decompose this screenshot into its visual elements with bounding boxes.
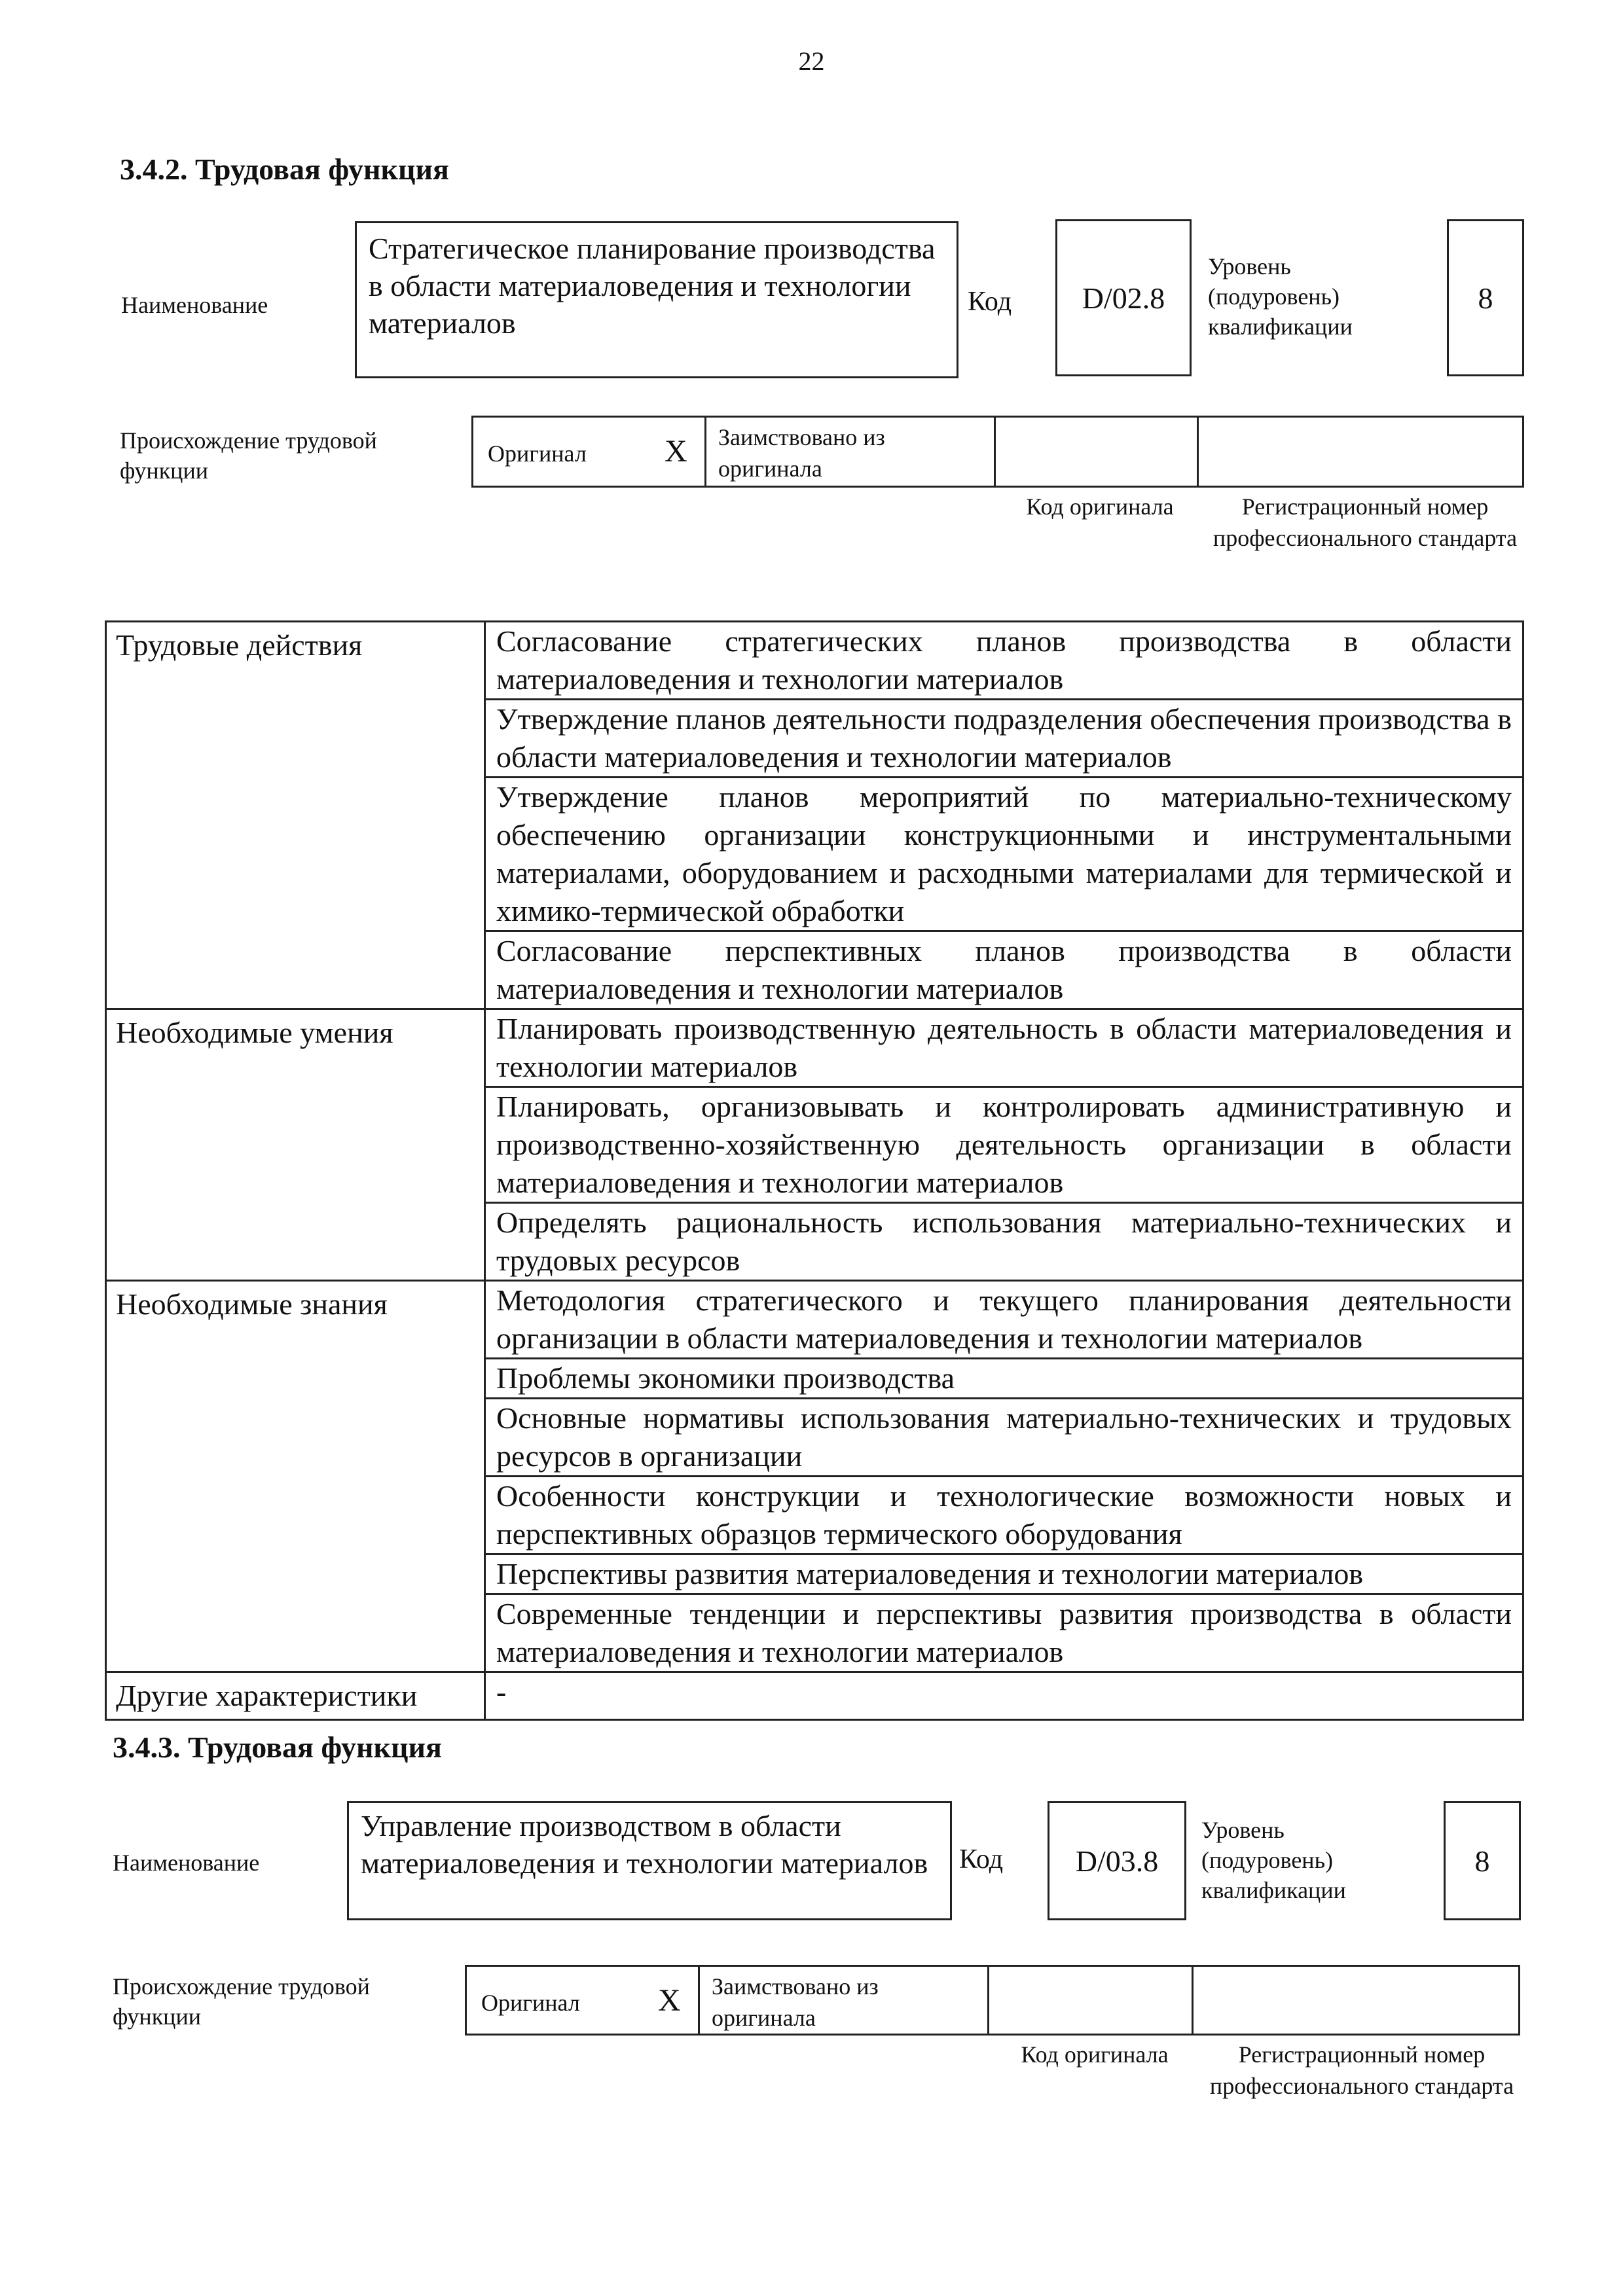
code-box-342: [1055, 219, 1192, 376]
level-label-342: Уровень (подуровень) квалификации: [1208, 253, 1353, 340]
function-name-342: Стратегическое планирование производства в области материаловедения и технологии материалов: [369, 232, 936, 340]
name-label-342: Наименование: [121, 292, 268, 318]
function-name-343: Управление производством в области материаловедения и технологии материалов: [361, 1809, 928, 1880]
table-row: [106, 622, 1523, 700]
function-code-342: D/02.8: [1082, 281, 1165, 315]
borrowed-label: Заимствовано из оригинала: [712, 1973, 879, 2031]
code-box-343: [1048, 1801, 1186, 1920]
borrowed-label: Заимствовано из оригинала: [718, 424, 885, 482]
reg-number-caption-343: Регистрационный номер профессионального стандарта: [1209, 2041, 1514, 2099]
knowledge-item: Проблемы экономики производства: [485, 1359, 1523, 1399]
knowledge-item: Современные тенденции и перспективы развития производства в области материаловедения и технологии материалов: [485, 1594, 1523, 1672]
original-code-caption-343: Код оригинала: [1021, 2041, 1169, 2068]
knowledge-label: Необходимые знания: [106, 1281, 485, 1672]
function-code-343: D/03.8: [1075, 1844, 1159, 1878]
knowledge-item: Перспективы развития материаловедения и технологии материалов: [485, 1554, 1523, 1594]
origin-label-342: Происхождение трудовой функции: [120, 427, 377, 484]
original-label: Оригинал: [488, 440, 587, 467]
page-number: 22: [798, 46, 825, 76]
function-name-box-342: [355, 221, 958, 378]
origin-code-cell: [996, 418, 1199, 486]
level-box-343: [1444, 1801, 1521, 1920]
section-title-343: 3.4.3. Трудовая функция: [113, 1731, 442, 1764]
knowledge-item: Основные нормативы использования материально-технических и трудовых ресурсов в организации: [485, 1399, 1523, 1477]
origin-borrowed-cell: [706, 418, 996, 486]
skill-item: Планировать производственную деятельность в области материаловедения и технологии материалов: [485, 1009, 1523, 1087]
action-item: Утверждение планов мероприятий по материально-техническому обеспечению организации конструкционными и инструментальными материалами, оборудованием и расходными материалами для термической и химико-термической обработки: [485, 778, 1523, 931]
code-label-342: Код: [968, 287, 1012, 317]
skill-item: Планировать, организовывать и контролировать административную и производственно-хозяйственную деятельность организации в области материаловедения и технологии материалов: [485, 1087, 1523, 1203]
original-x-mark: X: [658, 1983, 681, 2018]
origin-original-cell: [467, 1967, 700, 2034]
actions-label: Трудовые действия: [106, 622, 485, 1009]
skill-item: Определять рациональность использования материально-технических и трудовых ресурсов: [485, 1203, 1523, 1281]
table-row: [106, 1281, 1523, 1359]
name-label-343: Наименование: [113, 1850, 260, 1876]
action-item: Согласование перспективных планов производства в области материаловедения и технологии материалов: [485, 931, 1523, 1009]
action-item: Согласование стратегических планов производства в области материаловедения и технологии материалов: [485, 622, 1523, 700]
knowledge-item: Особенности конструкции и технологические возможности новых и перспективных образцов термического оборудования: [485, 1477, 1523, 1554]
origin-label-343: Происхождение трудовой функции: [113, 1973, 370, 2030]
knowledge-item: Методология стратегического и текущего планирования деятельности организации в области материаловедения и технологии материалов: [485, 1281, 1523, 1359]
labor-function-table-342: [105, 620, 1524, 1721]
other-label: Другие характеристики: [106, 1672, 485, 1720]
skills-label: Необходимые умения: [106, 1009, 485, 1281]
origin-reg-cell: [1194, 1967, 1518, 2034]
original-label: Оригинал: [481, 1990, 580, 2016]
origin-borrowed-cell: [700, 1967, 989, 2034]
table-row: [106, 1009, 1523, 1087]
code-label-343: Код: [959, 1844, 1004, 1874]
action-item: Утверждение планов деятельности подразделения обеспечения производства в области материаловедения и технологии материалов: [485, 700, 1523, 778]
origin-code-cell: [989, 1967, 1194, 2034]
reg-number-caption-342: Регистрационный номер профессионального стандарта: [1213, 493, 1518, 551]
level-box-342: [1447, 219, 1524, 376]
origin-table-342: [471, 416, 1524, 488]
function-level-342: 8: [1478, 281, 1493, 315]
table-row: [106, 1672, 1523, 1720]
function-name-box-343: [347, 1801, 952, 1920]
original-x-mark: X: [665, 434, 687, 469]
other-value: -: [485, 1672, 1523, 1720]
origin-table-343: [465, 1965, 1520, 2036]
section-title-342: 3.4.2. Трудовая функция: [120, 152, 449, 186]
origin-reg-cell: [1199, 418, 1522, 486]
level-label-343: Уровень (подуровень) квалификации: [1201, 1817, 1346, 1903]
function-level-343: 8: [1474, 1844, 1490, 1878]
original-code-caption-342: Код оригинала: [1026, 493, 1174, 520]
origin-original-cell: [473, 418, 706, 486]
